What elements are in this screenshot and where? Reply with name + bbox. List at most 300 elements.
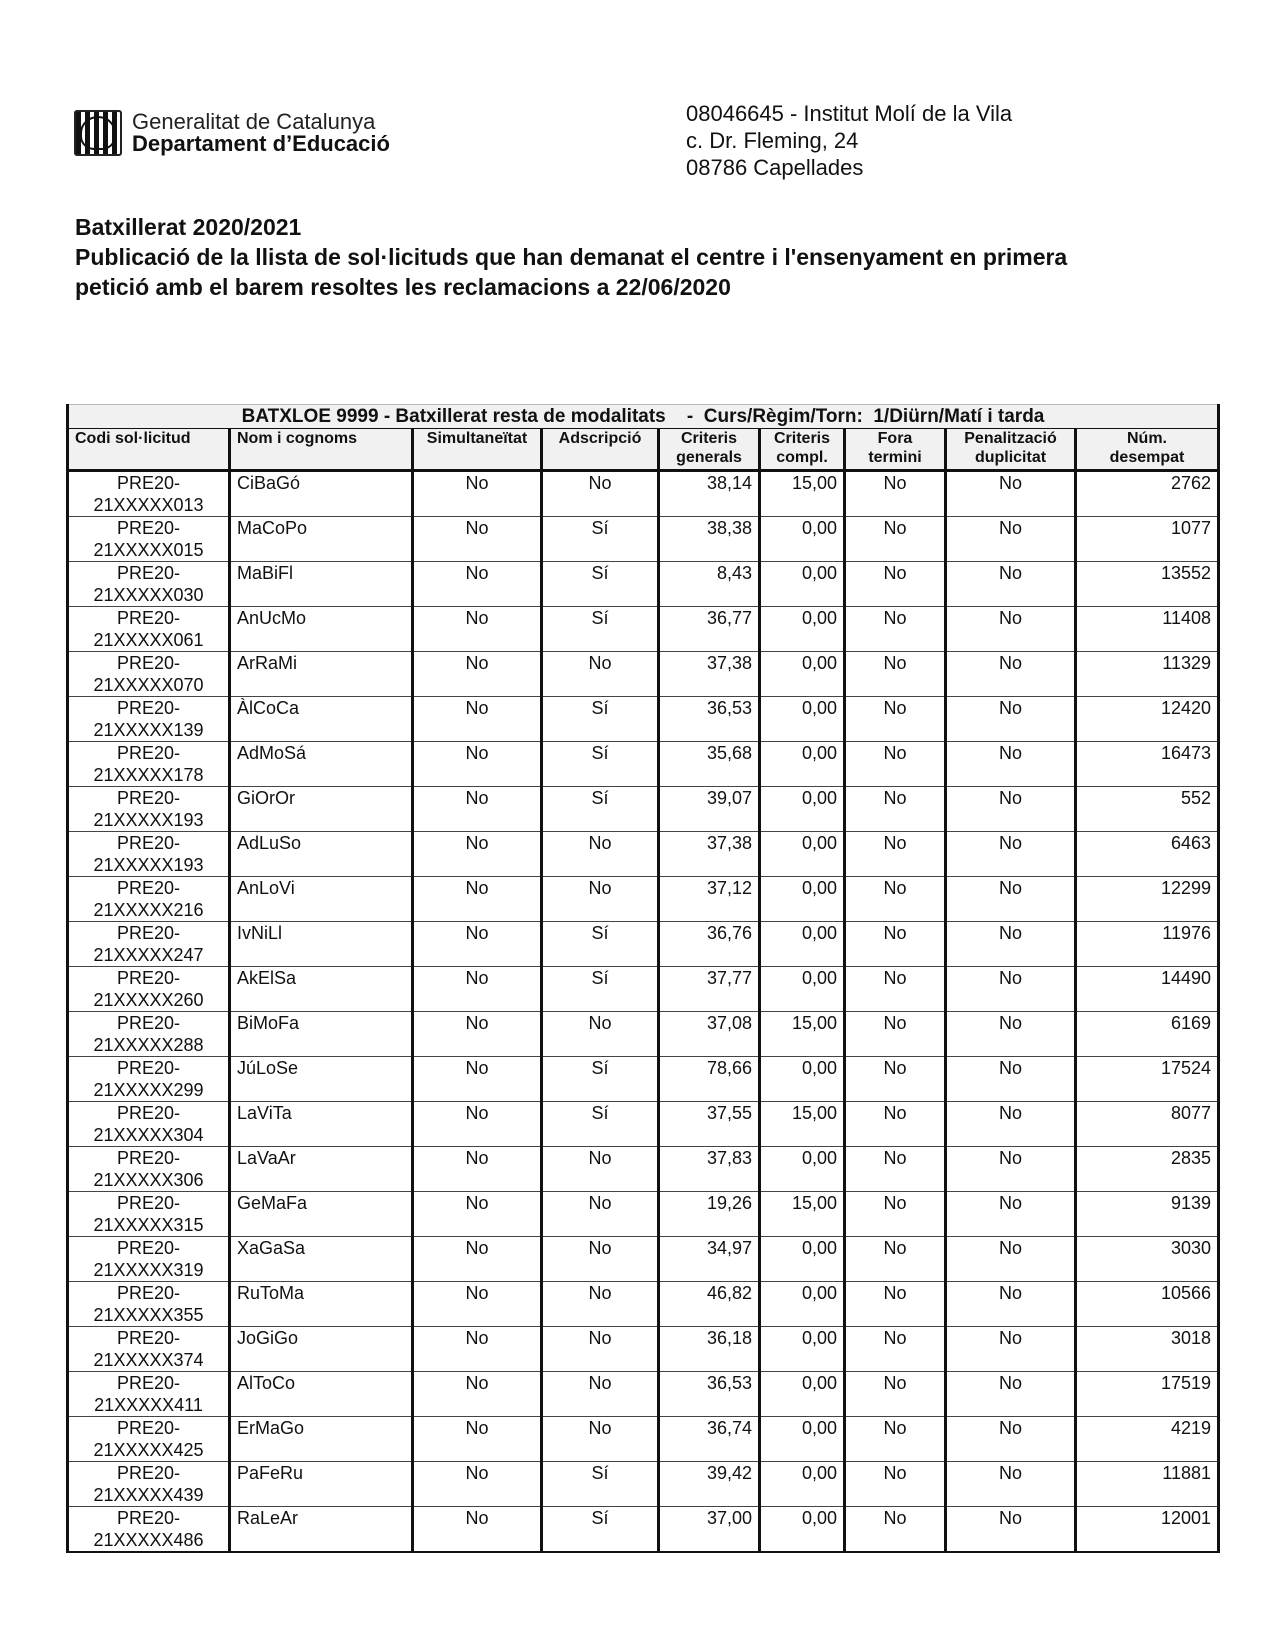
simultaneity-cell: No: [413, 742, 542, 787]
general-criteria-cell: 37,55: [659, 1102, 760, 1147]
duplicity-penalty-cell: No: [946, 1012, 1076, 1057]
table-row: [68, 787, 1219, 832]
tiebreak-number-cell: 2835: [1076, 1147, 1219, 1192]
adscription-cell: No: [542, 1327, 659, 1372]
complementary-criteria-cell: 0,00: [760, 1147, 845, 1192]
duplicity-penalty-cell: No: [946, 787, 1076, 832]
general-criteria-cell: 37,12: [659, 877, 760, 922]
simultaneity-cell: No: [413, 471, 542, 517]
duplicity-penalty-cell: No: [946, 742, 1076, 787]
adscription-cell: No: [542, 652, 659, 697]
general-criteria-cell: 36,77: [659, 607, 760, 652]
name-cell: MaCoPo: [230, 517, 413, 562]
late-cell: No: [845, 877, 946, 922]
school-address-block: [686, 100, 1012, 181]
request-code-part: 21XXXXX061: [93, 630, 204, 650]
complementary-criteria-cell: 0,00: [760, 832, 845, 877]
name-cell: RaLeAr: [230, 1507, 413, 1553]
late-cell: No: [845, 1372, 946, 1417]
duplicity-penalty-cell: No: [946, 1282, 1076, 1327]
request-code-part: PRE20-: [116, 698, 181, 718]
request-code-cell: [68, 1057, 230, 1102]
simultaneity-cell: No: [413, 787, 542, 832]
table-row: [68, 922, 1219, 967]
late-cell: No: [845, 1327, 946, 1372]
name-cell: AnLoVi: [230, 877, 413, 922]
general-criteria-cell: 37,38: [659, 832, 760, 877]
name-cell: ArRaMi: [230, 652, 413, 697]
adscription-cell: Sí: [542, 607, 659, 652]
adscription-cell: Sí: [542, 922, 659, 967]
request-code-cell: [68, 877, 230, 922]
adscription-cell: Sí: [542, 1057, 659, 1102]
adscription-cell: Sí: [542, 1507, 659, 1553]
duplicity-penalty-cell: No: [946, 562, 1076, 607]
late-cell: No: [845, 1507, 946, 1553]
tiebreak-number-cell: 11881: [1076, 1462, 1219, 1507]
late-cell: No: [845, 1012, 946, 1057]
adscription-cell: Sí: [542, 967, 659, 1012]
general-criteria-cell: 37,08: [659, 1012, 760, 1057]
complementary-criteria-cell: 0,00: [760, 1507, 845, 1553]
applications-table: [66, 404, 1220, 1553]
complementary-criteria-cell: 0,00: [760, 787, 845, 832]
request-code-part: 21XXXXX193: [93, 810, 204, 830]
duplicity-penalty-cell: No: [946, 1507, 1076, 1553]
request-code-part: PRE20-: [116, 743, 181, 763]
request-code-part: PRE20-: [116, 1418, 181, 1438]
table-row: [68, 1462, 1219, 1507]
duplicity-penalty-cell: No: [946, 1102, 1076, 1147]
header-label-line1: Simultaneïtat: [426, 430, 528, 447]
request-code-part: PRE20-: [116, 1013, 181, 1033]
late-cell: No: [845, 471, 946, 517]
name-cell: AnUcMo: [230, 607, 413, 652]
header-label-line2: compl.: [776, 449, 828, 466]
adscription-cell: No: [542, 1192, 659, 1237]
name-cell: CiBaGó: [230, 471, 413, 517]
adscription-cell: Sí: [542, 742, 659, 787]
tiebreak-number-cell: 13552: [1076, 562, 1219, 607]
simultaneity-cell: No: [413, 967, 542, 1012]
table-row: [68, 697, 1219, 742]
table-row: [68, 1057, 1219, 1102]
request-code-cell: [68, 1417, 230, 1462]
duplicity-penalty-cell: No: [946, 967, 1076, 1012]
complementary-criteria-cell: 15,00: [760, 1102, 845, 1147]
tiebreak-number-cell: 12001: [1076, 1507, 1219, 1553]
request-code-part: PRE20-: [116, 968, 181, 988]
request-code-cell: [68, 607, 230, 652]
adscription-cell: No: [542, 1012, 659, 1057]
request-code-cell: [68, 1507, 230, 1553]
table-row: [68, 832, 1219, 877]
request-code-cell: [68, 787, 230, 832]
request-code-cell: [68, 1282, 230, 1327]
request-code-cell: [68, 652, 230, 697]
duplicity-penalty-cell: No: [946, 1057, 1076, 1102]
simultaneity-cell: No: [413, 1282, 542, 1327]
request-code-part: PRE20-: [116, 878, 181, 898]
late-cell: No: [845, 1057, 946, 1102]
title-line-2: Publicació de la llista de sol·licituds que han demanat el centre i l'ensenyament en primera: [75, 244, 1068, 270]
school-street: c. Dr. Fleming, 24: [686, 128, 859, 153]
request-code-part: 21XXXXX299: [93, 1080, 204, 1100]
request-code-part: PRE20-: [116, 1508, 181, 1528]
complementary-criteria-cell: 0,00: [760, 652, 845, 697]
adscription-cell: Sí: [542, 787, 659, 832]
late-cell: No: [845, 922, 946, 967]
name-cell: MaBiFl: [230, 562, 413, 607]
header-label-line1: Núm.: [1127, 430, 1167, 447]
simultaneity-cell: No: [413, 877, 542, 922]
catalan-government-emblem-icon: [74, 110, 122, 156]
organization-name: [132, 111, 390, 155]
complementary-criteria-cell: 15,00: [760, 1192, 845, 1237]
request-code-cell: [68, 1237, 230, 1282]
request-code-part: 21XXXXX315: [93, 1215, 204, 1235]
general-criteria-cell: 36,53: [659, 697, 760, 742]
duplicity-penalty-cell: No: [946, 1192, 1076, 1237]
header-label-line2: termini: [868, 449, 922, 466]
table-row: [68, 471, 1219, 517]
general-criteria-cell: 39,07: [659, 787, 760, 832]
duplicity-penalty-cell: No: [946, 517, 1076, 562]
simultaneity-cell: No: [413, 1102, 542, 1147]
request-code-cell: [68, 1372, 230, 1417]
general-criteria-cell: 36,74: [659, 1417, 760, 1462]
general-criteria-cell: 37,00: [659, 1507, 760, 1553]
complementary-criteria-cell: 0,00: [760, 967, 845, 1012]
adscription-cell: No: [542, 1147, 659, 1192]
table-row: [68, 607, 1219, 652]
table-row: [68, 1102, 1219, 1147]
request-code-part: 21XXXXX374: [93, 1350, 204, 1370]
name-cell: PaFeRu: [230, 1462, 413, 1507]
request-code-part: PRE20-: [116, 1373, 181, 1393]
tiebreak-number-cell: 2762: [1076, 471, 1219, 517]
request-code-part: PRE20-: [116, 1283, 181, 1303]
complementary-criteria-cell: 0,00: [760, 1327, 845, 1372]
request-code-part: 21XXXXX193: [93, 855, 204, 875]
name-cell: RuToMa: [230, 1282, 413, 1327]
late-cell: No: [845, 967, 946, 1012]
col-fora-termini-header: [845, 429, 946, 471]
request-code-part: PRE20-: [116, 1148, 181, 1168]
table-row: [68, 1507, 1219, 1553]
simultaneity-cell: No: [413, 1507, 542, 1553]
request-code-part: 21XXXXX247: [93, 945, 204, 965]
table-row: [68, 1237, 1219, 1282]
col-criteris-compl-header: [760, 429, 845, 471]
name-cell: GeMaFa: [230, 1192, 413, 1237]
simultaneity-cell: No: [413, 922, 542, 967]
late-cell: No: [845, 607, 946, 652]
request-code-part: 21XXXXX070: [93, 675, 204, 695]
general-criteria-cell: 78,66: [659, 1057, 760, 1102]
table-row: [68, 1327, 1219, 1372]
header-label-line1: Nom i cognoms: [237, 430, 358, 447]
tiebreak-number-cell: 17519: [1076, 1372, 1219, 1417]
general-criteria-cell: 36,53: [659, 1372, 760, 1417]
general-criteria-cell: 35,68: [659, 742, 760, 787]
request-code-part: 21XXXXX439: [93, 1485, 204, 1505]
name-cell: LaViTa: [230, 1102, 413, 1147]
tiebreak-number-cell: 3030: [1076, 1237, 1219, 1282]
request-code-cell: [68, 1192, 230, 1237]
request-code-cell: [68, 517, 230, 562]
header-label-line1: Criteris: [773, 430, 831, 447]
duplicity-penalty-cell: No: [946, 1462, 1076, 1507]
request-code-part: PRE20-: [116, 788, 181, 808]
header-label-line2: desempat: [1109, 449, 1185, 466]
tiebreak-number-cell: 8077: [1076, 1102, 1219, 1147]
header-label-line2: duplicitat: [974, 449, 1047, 466]
simultaneity-cell: No: [413, 1147, 542, 1192]
duplicity-penalty-cell: No: [946, 1327, 1076, 1372]
request-code-part: PRE20-: [116, 518, 181, 538]
duplicity-penalty-cell: No: [946, 471, 1076, 517]
tiebreak-number-cell: 12420: [1076, 697, 1219, 742]
name-cell: AdLuSo: [230, 832, 413, 877]
late-cell: No: [845, 697, 946, 742]
tiebreak-number-cell: 11329: [1076, 652, 1219, 697]
request-code-part: PRE20-: [116, 608, 181, 628]
col-adscripcio-header: [542, 429, 659, 471]
request-code-part: 21XXXXX216: [93, 900, 204, 920]
table-row: [68, 517, 1219, 562]
adscription-cell: No: [542, 471, 659, 517]
late-cell: No: [845, 1192, 946, 1237]
header-label-line2: generals: [676, 449, 742, 466]
simultaneity-cell: No: [413, 697, 542, 742]
duplicity-penalty-cell: No: [946, 877, 1076, 922]
request-code-cell: [68, 1462, 230, 1507]
simultaneity-cell: No: [413, 1057, 542, 1102]
request-code-part: PRE20-: [116, 1463, 181, 1483]
table-banner: BATXLOE 9999 - Batxillerat resta de modalitats - Curs/Règim/Torn: 1/Diürn/Matí i tarda: [68, 405, 1219, 429]
table-row: [68, 1282, 1219, 1327]
late-cell: No: [845, 1282, 946, 1327]
request-code-cell: [68, 1102, 230, 1147]
name-cell: JúLoSe: [230, 1057, 413, 1102]
simultaneity-cell: No: [413, 1327, 542, 1372]
request-code-part: 21XXXXX306: [93, 1170, 204, 1190]
adscription-cell: Sí: [542, 1462, 659, 1507]
header-label-line1: Criteris: [680, 430, 738, 447]
complementary-criteria-cell: 0,00: [760, 1282, 845, 1327]
table-row: [68, 652, 1219, 697]
general-criteria-cell: 19,26: [659, 1192, 760, 1237]
complementary-criteria-cell: 0,00: [760, 877, 845, 922]
request-code-cell: [68, 1327, 230, 1372]
col-num-desempat-header: [1076, 429, 1219, 471]
request-code-part: PRE20-: [116, 1193, 181, 1213]
tiebreak-number-cell: 3018: [1076, 1327, 1219, 1372]
late-cell: No: [845, 1147, 946, 1192]
request-code-part: 21XXXXX015: [93, 540, 204, 560]
adscription-cell: No: [542, 1237, 659, 1282]
duplicity-penalty-cell: No: [946, 607, 1076, 652]
title-line-3: petició amb el barem resoltes les reclamacions a 22/06/2020: [75, 274, 731, 300]
name-cell: AlToCo: [230, 1372, 413, 1417]
request-code-part: 21XXXXX355: [93, 1305, 204, 1325]
tiebreak-number-cell: 14490: [1076, 967, 1219, 1012]
request-code-part: 21XXXXX260: [93, 990, 204, 1010]
school-city: 08786 Capellades: [686, 155, 864, 180]
table-row: [68, 1417, 1219, 1462]
request-code-cell: [68, 832, 230, 877]
org-line-2: Departament d’Educació: [132, 131, 390, 156]
col-penalitzacio-header: [946, 429, 1076, 471]
column-header-row: [68, 429, 1219, 471]
adscription-cell: No: [542, 1282, 659, 1327]
tiebreak-number-cell: 552: [1076, 787, 1219, 832]
complementary-criteria-cell: 0,00: [760, 742, 845, 787]
complementary-criteria-cell: 0,00: [760, 1417, 845, 1462]
adscription-cell: Sí: [542, 562, 659, 607]
document-title: [75, 212, 1205, 302]
simultaneity-cell: No: [413, 832, 542, 877]
organization-logo: [74, 110, 390, 156]
tiebreak-number-cell: 9139: [1076, 1192, 1219, 1237]
name-cell: AkElSa: [230, 967, 413, 1012]
late-cell: No: [845, 1417, 946, 1462]
late-cell: No: [845, 787, 946, 832]
simultaneity-cell: No: [413, 562, 542, 607]
tiebreak-number-cell: 11976: [1076, 922, 1219, 967]
complementary-criteria-cell: 0,00: [760, 697, 845, 742]
late-cell: No: [845, 742, 946, 787]
request-code-part: PRE20-: [116, 1058, 181, 1078]
request-code-part: PRE20-: [116, 833, 181, 853]
complementary-criteria-cell: 0,00: [760, 1237, 845, 1282]
duplicity-penalty-cell: No: [946, 1237, 1076, 1282]
request-code-cell: [68, 922, 230, 967]
adscription-cell: Sí: [542, 697, 659, 742]
complementary-criteria-cell: 0,00: [760, 1462, 845, 1507]
col-nom-header: [230, 429, 413, 471]
request-code-part: 21XXXXX425: [93, 1440, 204, 1460]
header-label-line1: Penalització: [964, 430, 1057, 447]
adscription-cell: No: [542, 1417, 659, 1462]
table-row: [68, 562, 1219, 607]
tiebreak-number-cell: 10566: [1076, 1282, 1219, 1327]
general-criteria-cell: 37,77: [659, 967, 760, 1012]
simultaneity-cell: No: [413, 1012, 542, 1057]
request-code-cell: [68, 742, 230, 787]
adscription-cell: No: [542, 1372, 659, 1417]
tiebreak-number-cell: 1077: [1076, 517, 1219, 562]
adscription-cell: No: [542, 877, 659, 922]
tiebreak-number-cell: 12299: [1076, 877, 1219, 922]
duplicity-penalty-cell: No: [946, 1417, 1076, 1462]
table-row: [68, 742, 1219, 787]
general-criteria-cell: 46,82: [659, 1282, 760, 1327]
general-criteria-cell: 8,43: [659, 562, 760, 607]
complementary-criteria-cell: 15,00: [760, 1012, 845, 1057]
general-criteria-cell: 34,97: [659, 1237, 760, 1282]
name-cell: GiOrOr: [230, 787, 413, 832]
simultaneity-cell: No: [413, 652, 542, 697]
table-row: [68, 1192, 1219, 1237]
col-criteris-generals-header: [659, 429, 760, 471]
late-cell: No: [845, 832, 946, 877]
simultaneity-cell: No: [413, 607, 542, 652]
name-cell: XaGaSa: [230, 1237, 413, 1282]
table-row: [68, 967, 1219, 1012]
request-code-part: 21XXXXX411: [94, 1395, 203, 1415]
request-code-cell: [68, 562, 230, 607]
complementary-criteria-cell: 15,00: [760, 471, 845, 517]
complementary-criteria-cell: 0,00: [760, 562, 845, 607]
late-cell: No: [845, 1102, 946, 1147]
tiebreak-number-cell: 16473: [1076, 742, 1219, 787]
request-code-part: 21XXXXX013: [93, 495, 204, 515]
request-code-cell: [68, 471, 230, 517]
duplicity-penalty-cell: No: [946, 1147, 1076, 1192]
duplicity-penalty-cell: No: [946, 922, 1076, 967]
name-cell: LaVaAr: [230, 1147, 413, 1192]
col-codi-header: [68, 429, 230, 471]
org-line-1: Generalitat de Catalunya: [132, 109, 376, 134]
duplicity-penalty-cell: No: [946, 832, 1076, 877]
general-criteria-cell: 38,14: [659, 471, 760, 517]
general-criteria-cell: 39,42: [659, 1462, 760, 1507]
request-code-part: 21XXXXX178: [93, 765, 204, 785]
name-cell: AdMoSá: [230, 742, 413, 787]
col-simultaneitat-header: [413, 429, 542, 471]
request-code-part: PRE20-: [116, 923, 181, 943]
simultaneity-cell: No: [413, 1417, 542, 1462]
complementary-criteria-cell: 0,00: [760, 517, 845, 562]
header-label-line1: Fora: [877, 430, 913, 447]
complementary-criteria-cell: 0,00: [760, 1057, 845, 1102]
table-row: [68, 1372, 1219, 1417]
simultaneity-cell: No: [413, 1462, 542, 1507]
request-code-part: PRE20-: [116, 473, 181, 493]
duplicity-penalty-cell: No: [946, 697, 1076, 742]
name-cell: JoGiGo: [230, 1327, 413, 1372]
simultaneity-cell: No: [413, 1372, 542, 1417]
tiebreak-number-cell: 17524: [1076, 1057, 1219, 1102]
late-cell: No: [845, 562, 946, 607]
complementary-criteria-cell: 0,00: [760, 922, 845, 967]
request-code-part: PRE20-: [116, 1238, 181, 1258]
general-criteria-cell: 36,76: [659, 922, 760, 967]
request-code-part: PRE20-: [116, 1328, 181, 1348]
adscription-cell: Sí: [542, 517, 659, 562]
duplicity-penalty-cell: No: [946, 652, 1076, 697]
tiebreak-number-cell: 4219: [1076, 1417, 1219, 1462]
late-cell: No: [845, 1462, 946, 1507]
request-code-part: PRE20-: [116, 563, 181, 583]
request-code-cell: [68, 1147, 230, 1192]
request-code-cell: [68, 967, 230, 1012]
adscription-cell: Sí: [542, 1102, 659, 1147]
request-code-part: 21XXXXX304: [93, 1125, 204, 1145]
request-code-part: 21XXXXX486: [93, 1530, 204, 1550]
request-code-part: 21XXXXX030: [93, 585, 204, 605]
table-body: [68, 471, 1219, 1553]
table-row: [68, 877, 1219, 922]
general-criteria-cell: 38,38: [659, 517, 760, 562]
late-cell: No: [845, 1237, 946, 1282]
complementary-criteria-cell: 0,00: [760, 607, 845, 652]
title-line-1: Batxillerat 2020/2021: [75, 214, 302, 240]
request-code-part: PRE20-: [116, 1103, 181, 1123]
school-name: 08046645 - Institut Molí de la Vila: [686, 101, 1013, 126]
